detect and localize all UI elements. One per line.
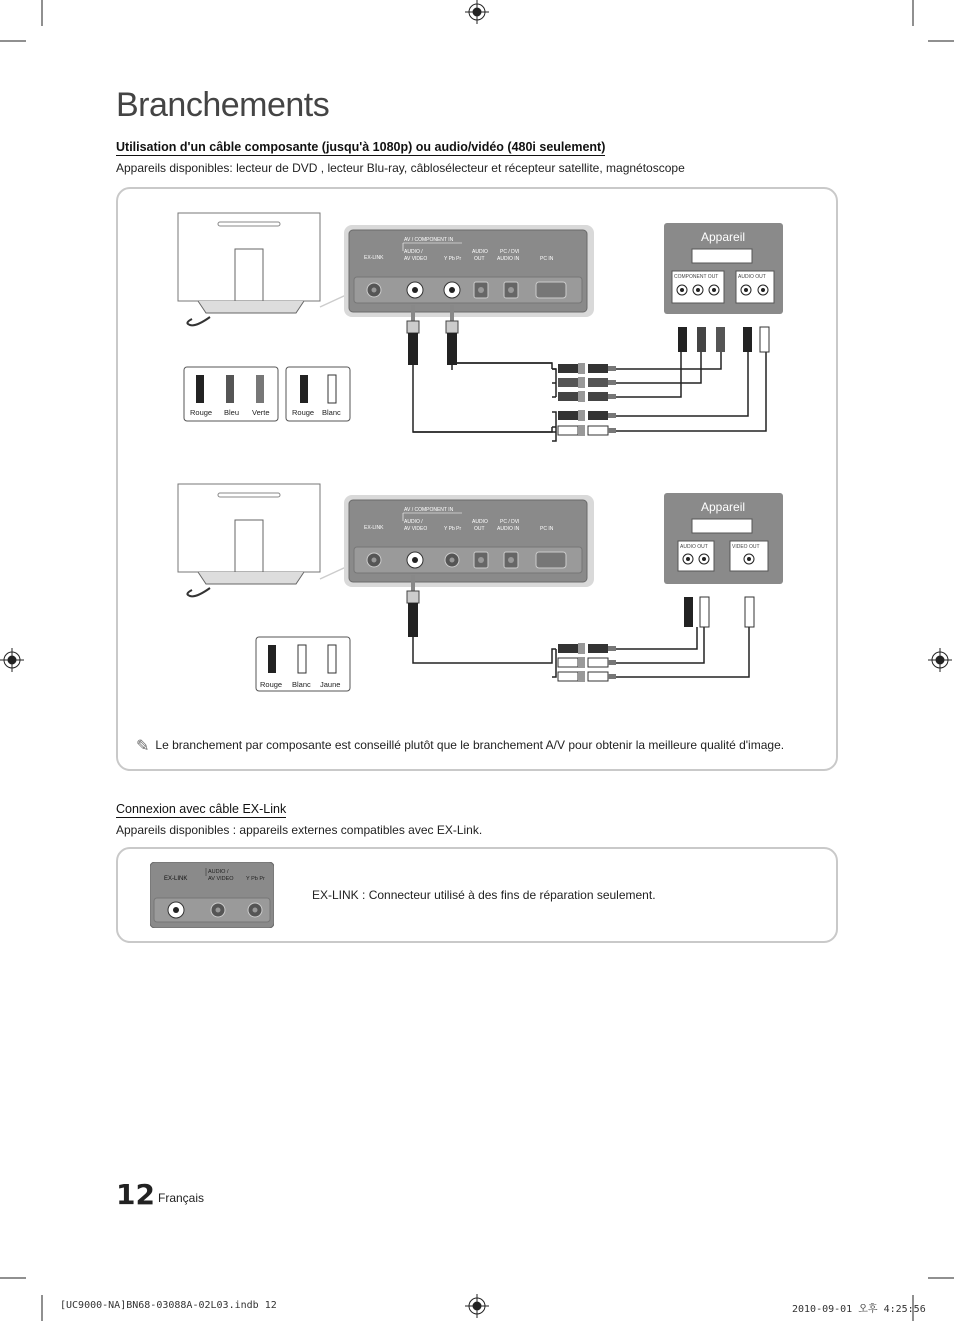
exlink-av-video-label: AV VIDEO	[208, 876, 234, 882]
ex-link-label-2: EX-LINK	[364, 525, 384, 531]
pencil-note-icon: ✎	[136, 738, 150, 755]
print-info-left: [UC9000-NA]BN68-03088A-02L03.indb 12	[60, 1300, 277, 1311]
pc-in-label: PC IN	[540, 256, 554, 262]
component-note-text: Le branchement par composante est conseillé plutôt que le branchement A/V pour obtenir la meilleure qualité d'image.	[155, 738, 785, 752]
audio-out-label: AUDIO OUT	[738, 274, 766, 280]
tv-rear-illustration	[178, 213, 320, 325]
legend-label-rouge-av: Rouge	[260, 680, 283, 689]
audio-out-label-4: OUT	[474, 526, 485, 532]
component-out-label: COMPONENT OUT	[674, 274, 719, 280]
legend-label-verte: Verte	[252, 408, 270, 417]
page-number: 12	[116, 1178, 155, 1211]
y-pb-pr-label: Y Pb Pr	[444, 256, 462, 262]
pc-dvi-audio-in-label-2: AUDIO IN	[497, 526, 520, 532]
pc-in-label-2: PC IN	[540, 526, 554, 532]
pc-dvi-label: PC / DVI	[500, 249, 520, 255]
section-title-exlink: Connexion avec câble EX-Link	[116, 802, 287, 816]
video-out-label: VIDEO OUT	[732, 544, 760, 550]
registration-mark-top	[465, 0, 489, 24]
y-pb-pr-label-2: Y Pb Pr	[444, 526, 462, 532]
legend-label-blanc-audio: Blanc	[322, 408, 341, 417]
legend-label-rouge: Rouge	[190, 408, 213, 417]
audio-out-label: AUDIO	[472, 249, 488, 255]
legend-av	[256, 637, 350, 691]
registration-mark-right	[928, 648, 952, 672]
page-title: Branchements	[116, 86, 330, 124]
print-info-right: 2010-09-01 오후 4:25:56	[792, 1304, 926, 1315]
page-language: Français	[158, 1191, 205, 1205]
audio-out-label-device2: AUDIO OUT	[680, 544, 708, 550]
ex-link-label: EX-LINK	[364, 255, 384, 261]
audio-label: AUDIO /	[404, 249, 423, 255]
legend-component	[184, 367, 278, 421]
registration-mark-bottom	[465, 1294, 489, 1318]
av-component-in-label-2: AV / COMPONENT IN	[404, 507, 454, 513]
pc-dvi-label-2: PC / DVI	[500, 519, 520, 525]
tv-rear-illustration-2	[178, 484, 320, 596]
section-subtitle-exlink: Appareils disponibles : appareils externes compatibles avec EX-Link.	[116, 823, 483, 837]
device-panel-1	[664, 223, 783, 314]
section-title-component: Utilisation d'un câble composante (jusqu'à 1080p) ou audio/vidéo (480i seulement)	[116, 140, 606, 154]
legend-label-rouge-audio: Rouge	[292, 408, 315, 417]
tv-jack-panel	[344, 225, 594, 317]
audio-out-label-3: AUDIO	[472, 519, 488, 525]
exlink-audio-label: AUDIO /	[208, 869, 229, 875]
legend-label-jaune-av: Jaune	[320, 680, 341, 689]
legend-label-blanc-av: Blanc	[292, 680, 311, 689]
connection-diagram	[116, 187, 838, 771]
splitter-plugs-2	[558, 643, 616, 682]
legend-label-bleu: Bleu	[224, 408, 240, 417]
exlink-ex-link-label: EX-LINK	[164, 876, 188, 882]
device-side-plugs-1	[678, 327, 769, 352]
component-note	[136, 736, 784, 756]
av-video-label: AV VIDEO	[404, 256, 428, 262]
splitter-plugs	[558, 363, 616, 436]
pc-dvi-audio-in-label: AUDIO IN	[497, 256, 520, 262]
section-subtitle-component: Appareils disponibles: lecteur de DVD , lecteur Blu-ray, câblosélecteur et récepteur satellite, magnétoscope	[116, 161, 685, 175]
device-label: Appareil	[701, 230, 746, 244]
tv-jack-panel-2	[344, 495, 594, 587]
device-panel-2	[664, 493, 783, 584]
exlink-term: EX-LINK	[312, 888, 359, 902]
exlink-desc-text: : Connecteur utilisé à des fins de réparation seulement.	[358, 888, 656, 902]
legend-audio	[286, 367, 350, 421]
audio-out-label-2: OUT	[474, 256, 485, 262]
audio-label-2: AUDIO /	[404, 519, 423, 525]
device-side-plugs-2	[684, 597, 754, 627]
device-label-2: Appareil	[701, 500, 746, 514]
exlink-description	[312, 888, 656, 902]
registration-mark-left	[0, 648, 24, 672]
av-component-in-label: AV / COMPONENT IN	[404, 237, 454, 243]
exlink-jack-panel	[150, 862, 274, 928]
av-video-label-2: AV VIDEO	[404, 526, 428, 532]
exlink-y-label: Y Pb Pr	[246, 876, 265, 882]
